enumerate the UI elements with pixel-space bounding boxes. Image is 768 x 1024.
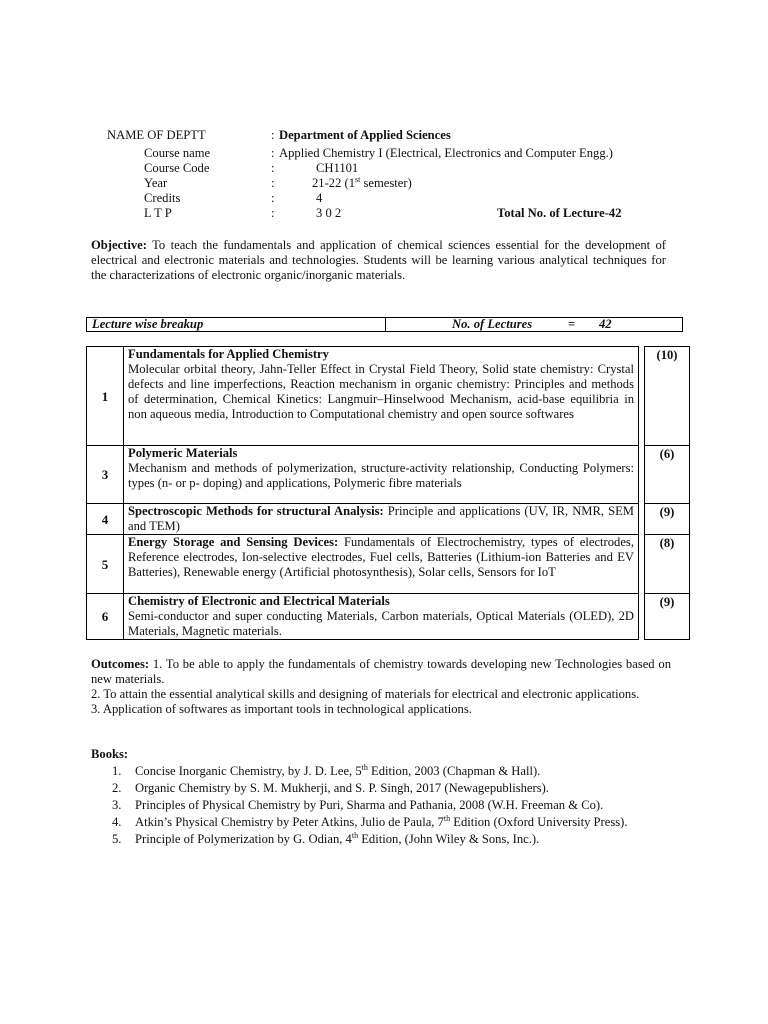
books-list [107,764,667,849]
dept-label: NAME OF DEPTT [107,128,206,142]
unit-description [124,594,639,640]
lecture-breakup-label: Lecture wise breakup [92,317,204,331]
outcome-item: 3. Application of softwares as important tools in technological applications. [91,702,472,716]
lecture-breakup-bar [86,317,683,332]
colon: : [271,128,275,142]
list-item: 3. Principles of Physical Chemistry by Puri, Sharma and Pathania, 2008 (W.H. Freeman & Co). [112,798,604,812]
dept-value: Department of Applied Sciences [279,128,451,142]
table-row [87,504,690,535]
unit-hours: (10) [645,347,690,446]
table-row [87,347,690,446]
lectures-count-label: No. of Lectures [452,317,533,331]
divider [385,318,386,331]
course-code-value: CH1101 [316,161,359,175]
course-code-label: Course Code [144,161,210,175]
unit-title: Spectroscopic Methods for structural Analysis: [128,504,384,518]
unit-description [124,535,639,594]
objective-paragraph [91,238,666,283]
colon: : [271,206,275,220]
list-item: 1. Concise Inorganic Chemistry, by J. D. Lee, 5th Edition, 2003 (Chapman & Hall). [112,762,541,778]
credits-label: Credits [144,191,181,205]
unit-body: Mechanism and methods of polymerization, structure-activity relationship, Conducting Polymers: types (n- or p- doping) and applications, Polymeric fibre materials [128,461,634,490]
lectures-count: 42 [599,317,612,331]
unit-title: Polymeric Materials [128,446,238,460]
unit-hours: (8) [645,535,690,594]
unit-body: Molecular orbital theory, Jahn-Teller Effect in Crystal Field Theory, Solid state chemistry: Crystal defects and line imperfections, Reaction mechanism in organic chemistry: Principles and methods of determination, Chemical Kinetics: Langmuir–Hinselwood Mechanism, acid-base equilibria in non aqueous media, Introduction to Computational chemistry and open source softwares [128,362,634,421]
list-item: 4. Atkin’s Physical Chemistry by Peter Atkins, Julio de Paula, 7th Edition (Oxford University Press). [112,813,628,829]
unit-number: 6 [87,594,124,640]
list-item: 5. Principle of Polymerization by G. Odian, 4th Edition, (John Wiley & Sons, Inc.). [112,830,540,846]
unit-title: Chemistry of Electronic and Electrical Materials [128,594,390,608]
outcome-text: 1. To be able to apply the fundamentals of chemistry towards developing new Technologies based on new materials. [91,657,671,686]
colon: : [271,146,275,160]
year-label: Year [144,176,168,190]
list-item: 2. Organic Chemistry by S. M. Mukherji, and S. P. Singh, 2017 (Newagepublishers). [112,781,549,795]
unit-hours: (6) [645,446,690,504]
course-name-value: Applied Chemistry I (Electrical, Electronics and Computer Engg.) [279,146,613,160]
total-lectures: Total No. of Lecture-42 [497,206,622,220]
units-table [86,346,690,640]
unit-description [124,347,639,446]
ltp-label: L T P [144,206,172,220]
unit-body: Principle and applications (UV, IR, NMR, SEM and TEM) [128,504,634,533]
colon: : [271,176,275,190]
unit-body: Fundamentals of Electrochemistry, types of electrodes, Reference electrodes, Ion-selective electrodes, Fuel cells, Batteries (Lithium-ion Batteries and EV Batteries), Renewable energy (Artificial photosynthesis), Solar cells, Sensors for IoT [128,535,634,579]
unit-body: Semi-conductor and super conducting Materials, Carbon materials, Optical Materials (OLED), 2D Materials, Magnetic materials. [128,609,634,638]
course-name-label: Course name [144,146,211,160]
unit-hours: (9) [645,594,690,640]
colon: : [271,191,275,205]
objective-label: Objective: [91,238,147,252]
outcome-item: 2. To attain the essential analytical skills and designing of materials for electrical and electronic applications. [91,687,640,701]
books-heading: Books: [91,747,129,761]
outcome-item [91,657,671,687]
table-row [87,594,690,640]
unit-description [124,446,639,504]
ltp-value: 3 0 2 [316,206,342,220]
unit-number: 3 [87,446,124,504]
equals-sign: = [568,317,576,331]
outcomes-label: Outcomes: [91,657,150,671]
table-row [87,535,690,594]
unit-number: 5 [87,535,124,594]
unit-description [124,504,639,535]
year-value: 21-22 (1st semester) [312,174,412,190]
credits-value: 4 [316,191,323,205]
unit-title: Fundamentals for Applied Chemistry [128,347,329,361]
outcomes-section [91,657,671,717]
unit-hours: (9) [645,504,690,535]
colon: : [271,161,275,175]
table-row [87,446,690,504]
objective-text: To teach the fundamentals and application of chemical sciences essential for the development of electrical and electronic materials and technologies. Students will be learning various analytical techniques for the characterizations of electronic organic/inorganic materials. [91,238,666,282]
unit-number: 4 [87,504,124,535]
unit-title: Energy Storage and Sensing Devices: [128,535,339,549]
unit-number: 1 [87,347,124,446]
